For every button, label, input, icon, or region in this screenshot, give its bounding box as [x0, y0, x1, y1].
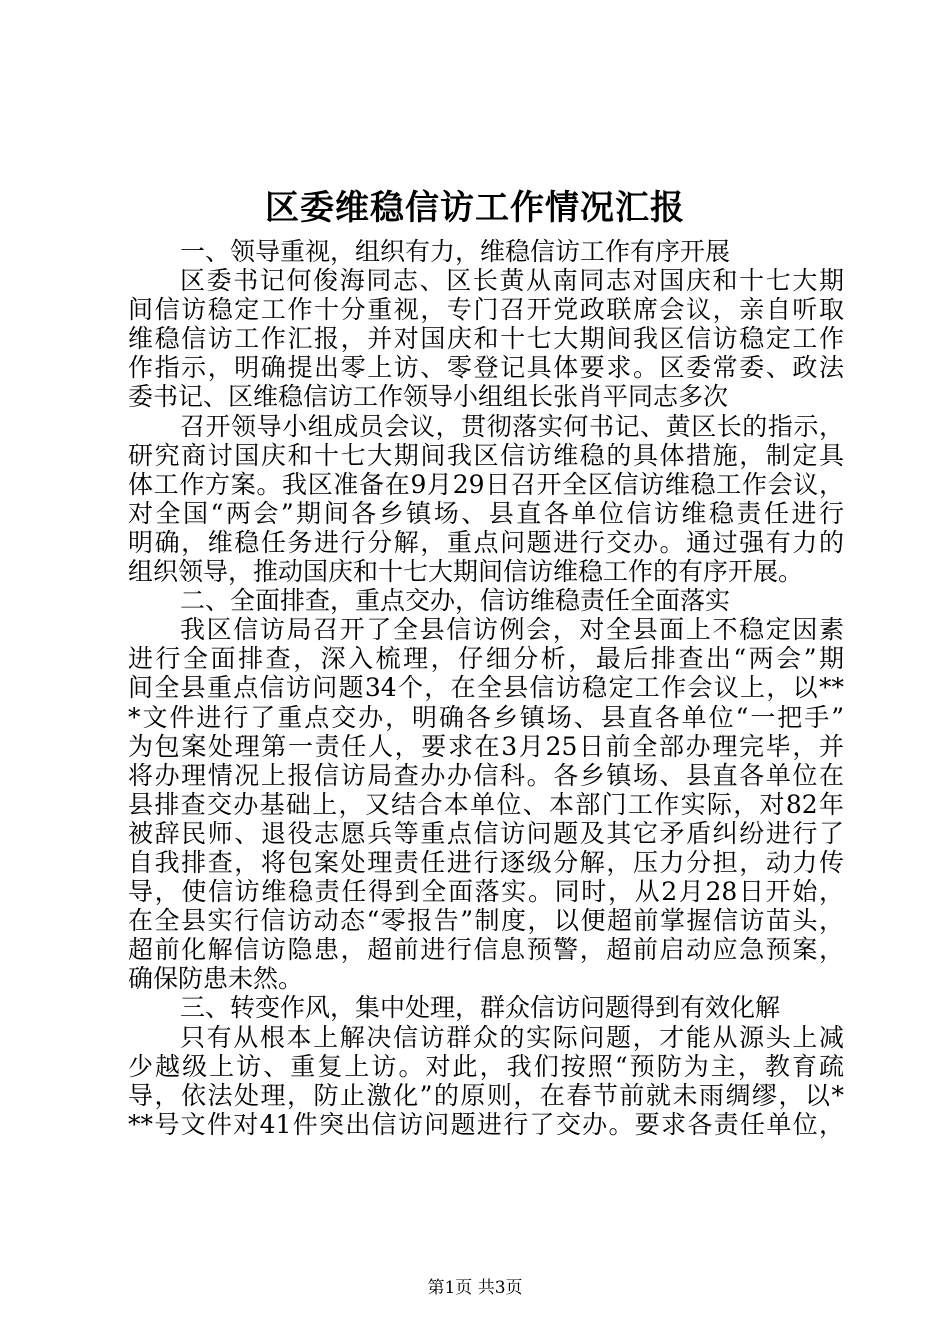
- text-line: 明确，维稳任务进行分解，重点问题进行交办。通过强有力的: [128, 527, 844, 557]
- text-line: 二、全面排查，重点交办，信访维稳责任全面落实: [180, 586, 731, 616]
- text-line: 区委书记何俊海同志、区长黄从南同志对国庆和十七大期: [180, 266, 844, 296]
- text-line: 确保防患未然。: [128, 964, 304, 994]
- text-line: 委书记、区维稳信访工作领导小组组长张肖平同志多次: [128, 382, 729, 412]
- text-line: 我区信访局召开了全县信访例会，对全县面上不稳定因素: [180, 615, 844, 645]
- text-line: **号文件对41件突出信访问题进行了交办。要求各责任单位，: [128, 1109, 844, 1139]
- text-line: 间信访稳定工作十分重视，专门召开党政联席会议，亲自听取: [128, 295, 844, 325]
- text-line: 将办理情况上报信访局查办办信科。各乡镇场、县直各单位在: [128, 760, 844, 790]
- text-line: 县排查交办基础上，又结合本单位、本部门工作实际，对82年: [128, 789, 844, 819]
- text-line: 体工作方案。我区准备在9月29日召开全区信访维稳工作会议，: [128, 469, 844, 499]
- text-line: 研究商讨国庆和十七大期间我区信访维稳的具体措施，制定具: [128, 440, 844, 470]
- text-line: 维稳信访工作汇报，并对国庆和十七大期间我区信访稳定工作: [128, 324, 844, 354]
- text-line: 导，使信访维稳责任得到全面落实。同时，从2月28日开始，: [128, 877, 844, 907]
- text-line: 一、领导重视，组织有力，维稳信访工作有序开展: [180, 237, 731, 266]
- text-line: 导，依法处理，防止激化”的原则，在春节前就未雨绸缪，以*: [128, 1080, 844, 1110]
- text-line: 被辞民师、退役志愿兵等重点信访问题及其它矛盾纠纷进行了: [128, 818, 844, 848]
- text-line: *文件进行了重点交办，明确各乡镇场、县直各单位“一把手”: [128, 702, 844, 732]
- text-line: 只有从根本上解决信访群众的实际问题，才能从源头上减: [180, 1022, 844, 1052]
- text-line: 进行全面排查，深入梳理，仔细分析，最后排查出“两会”期: [128, 644, 844, 674]
- text-line: 作指示，明确提出零上访、零登记具体要求。区委常委、政法: [128, 353, 844, 383]
- text-line: 组织领导，推动国庆和十七大期间信访维稳工作的有序开展。: [128, 557, 804, 587]
- page-footer: 第1页 共3页: [427, 1278, 523, 1298]
- text-line: 为包案处理第一责任人，要求在3月25日前全部办理完毕，并: [128, 731, 844, 761]
- text-line: 间全县重点信访问题34个，在全县信访稳定工作会议上，以**: [128, 673, 844, 703]
- text-line: 在全县实行信访动态“零报告”制度，以便超前掌握信访苗头，: [128, 906, 844, 936]
- text-line: 三、转变作风，集中处理，群众信访问题得到有效化解: [180, 993, 781, 1023]
- text-line: 召开领导小组成员会议，贯彻落实何书记、黄区长的指示，: [180, 411, 844, 441]
- text-line: 少越级上访、重复上访。对此，我们按照“预防为主，教育疏: [128, 1051, 844, 1081]
- text-line: 自我排查，将包案处理责任进行逐级分解，压力分担，动力传: [128, 847, 844, 877]
- document-title: 区委维稳信访工作情况汇报: [265, 188, 685, 228]
- text-line: 超前化解信访隐患，超前进行信息预警，超前启动应急预案，: [128, 935, 844, 965]
- document-body: [128, 237, 844, 1139]
- text-line: 对全国“两会”期间各乡镇场、县直各单位信访维稳责任进行: [128, 498, 844, 528]
